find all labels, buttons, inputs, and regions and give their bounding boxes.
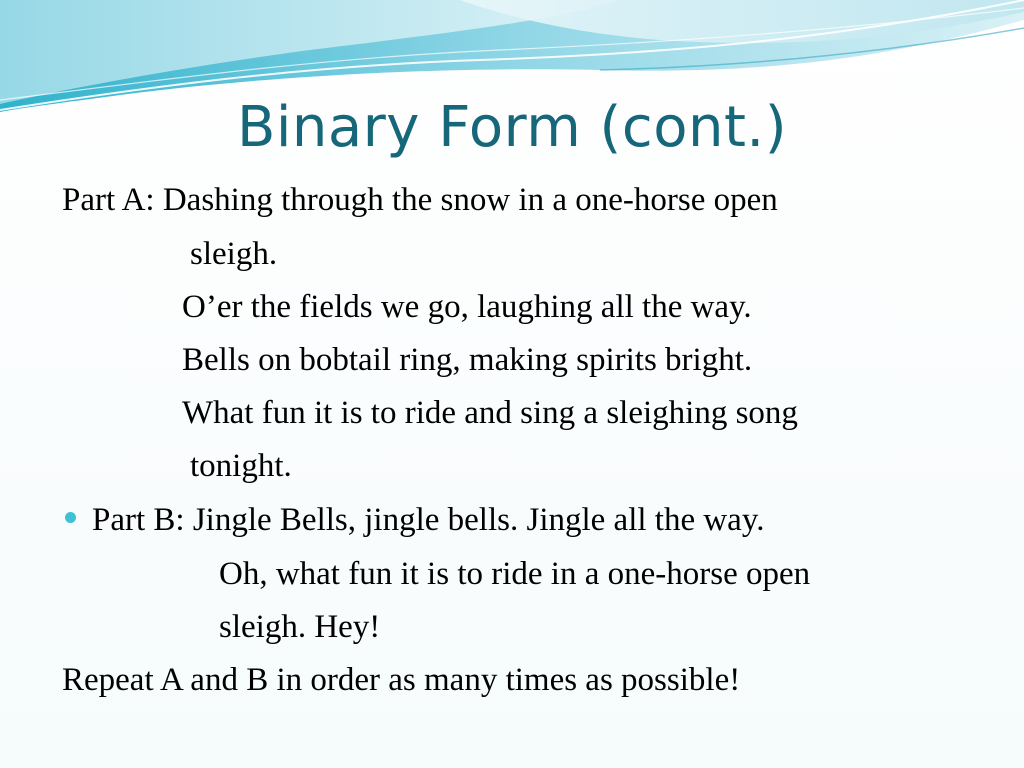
closing-line: Repeat A and B in order as many times as possible! bbox=[62, 662, 741, 698]
part-a-line-5: What fun it is to ride and sing a sleighing song bbox=[182, 395, 798, 431]
part-a-line-6: tonight. bbox=[190, 448, 292, 484]
slide-title: Binary Form (cont.) bbox=[236, 95, 788, 160]
part-a-line-2: sleigh. bbox=[190, 236, 278, 272]
part-a-line-1: Part A: Dashing through the snow in a one-horse open bbox=[62, 182, 778, 218]
part-b-line-3: sleigh. Hey! bbox=[219, 609, 381, 645]
part-a-line-4: Bells on bobtail ring, making spirits bright. bbox=[182, 342, 753, 378]
bullet-dot-icon bbox=[65, 512, 76, 523]
part-b-line-2: Oh, what fun it is to ride in a one-horse open bbox=[219, 556, 811, 592]
part-a-line-3: O’er the fields we go, laughing all the way. bbox=[182, 289, 752, 325]
part-b-line-1: Part B: Jingle Bells, jingle bells. Jingle all the way. bbox=[92, 502, 765, 538]
